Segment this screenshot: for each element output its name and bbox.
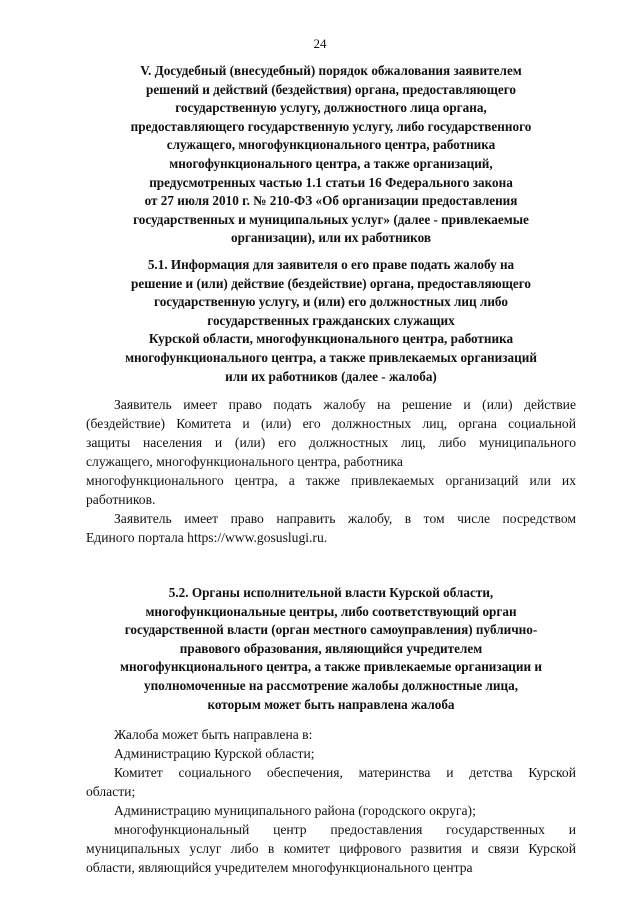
section-5-1-title-line: государственную услугу, и (или) его должностных лиц либо	[154, 294, 508, 310]
section-5-title	[86, 62, 576, 248]
section-5-2-title-line: 5.2. Органы исполнительной власти Курской области,	[168, 585, 494, 600]
paragraph-line: муниципальных услуг либо в комитет цифрового развития и связи Курской	[86, 841, 576, 856]
paragraph-line: Заявитель имеет право направить жалобу, в том числе посредством	[114, 511, 576, 526]
paragraph-line: защиты населения и (или) его должностных лиц, либо муниципального	[86, 435, 576, 450]
section-5-2-title	[86, 584, 576, 714]
paragraph-line: многофункционального центра, а также привлекаемых организаций или их	[86, 473, 576, 488]
section-5-title-line: организации), или их работников	[230, 230, 431, 246]
paragraph-line: Администрацию муниципального района (городского округа);	[114, 803, 476, 818]
paragraph-line: Заявитель имеет право подать жалобу на решение и (или) действие	[114, 397, 576, 412]
section-5-1-paragraph-2	[86, 509, 576, 547]
section-5-title-line: решений и действий (бездействия) органа, предоставляющего	[145, 81, 516, 97]
section-5-title-line: многофункционального центра, а также организаций,	[169, 155, 493, 171]
section-5-1-title-line: государственных гражданских служащих	[207, 312, 455, 328]
section-5-2-title-line: государственной власти (орган местного самоуправления) публично-	[124, 622, 538, 638]
section-5-title-line: предусмотренных частью 1.1 статьи 16 Федерального закона	[149, 174, 513, 190]
section-5-title-line: государственных и муниципальных услуг» (далее - привлекаемые	[133, 211, 529, 227]
section-5-1-paragraph-1	[86, 395, 576, 509]
section-5-1-title-line: Курской области, многофункционального центра, работника	[148, 331, 514, 347]
section-5-2-title-line: правового образования, являющийся учредителем	[179, 640, 483, 656]
section-5-1-title-line: или их работников (далее - жалоба)	[225, 368, 437, 384]
paragraph-line: области, являющийся учредителем многофункционального центра	[86, 860, 473, 875]
section-5-title-line: V. Досудебный (внесудебный) порядок обжалования заявителем	[140, 63, 522, 78]
section-5-1-title	[86, 256, 576, 386]
section-5-1-title-line: решение и (или) действие (бездействие) органа, предоставляющего	[131, 275, 531, 291]
section-5-1-title-line: многофункционального центра, а также привлекаемых организаций	[125, 349, 537, 365]
paragraph-line: работников.	[86, 492, 156, 507]
paragraph-line: Комитет социального обеспечения, материнства и детства Курской	[114, 765, 576, 780]
section-5-title-line: от 27 июля 2010 г. № 210-ФЗ «Об организации предоставления	[144, 193, 518, 209]
paragraph-line: многофункциональный центр предоставления государственных и	[114, 822, 576, 837]
section-5-2-body	[86, 725, 576, 877]
paragraph-line: Жалоба может быть направлена в:	[114, 727, 313, 742]
paragraph-line: служащего, многофункционального центра, работника	[86, 454, 403, 469]
paragraph-line: области;	[86, 784, 136, 799]
section-5-2-title-line: уполномоченные на рассмотрение жалобы должностные лица,	[143, 677, 519, 693]
section-5-title-line: служащего, многофункционального центра, работника	[166, 137, 496, 153]
section-5-2-title-line: многофункционального центра, а также привлекаемые организации и	[120, 659, 542, 675]
section-5-title-line: предоставляющего государственную услугу, либо государственного	[130, 118, 532, 134]
paragraph-line: (бездействие) Комитета и (или) его должностных лиц, органа социальной	[86, 416, 576, 431]
paragraph-line: Администрацию Курской области;	[114, 746, 315, 761]
section-5-2-title-line: которым может быть направлена жалоба	[207, 696, 455, 712]
section-5-title-line: государственную услугу, должностного лица органа,	[175, 100, 487, 116]
section-5-2-title-line: многофункциональные центры, либо соответствующий орган	[145, 603, 517, 619]
section-5-1-title-line: 5.1. Информация для заявителя о его праве подать жалобу на	[147, 257, 515, 272]
page-number: 24	[313, 36, 327, 51]
paragraph-line: Единого портала https://www.gosuslugi.ru.	[86, 530, 328, 545]
